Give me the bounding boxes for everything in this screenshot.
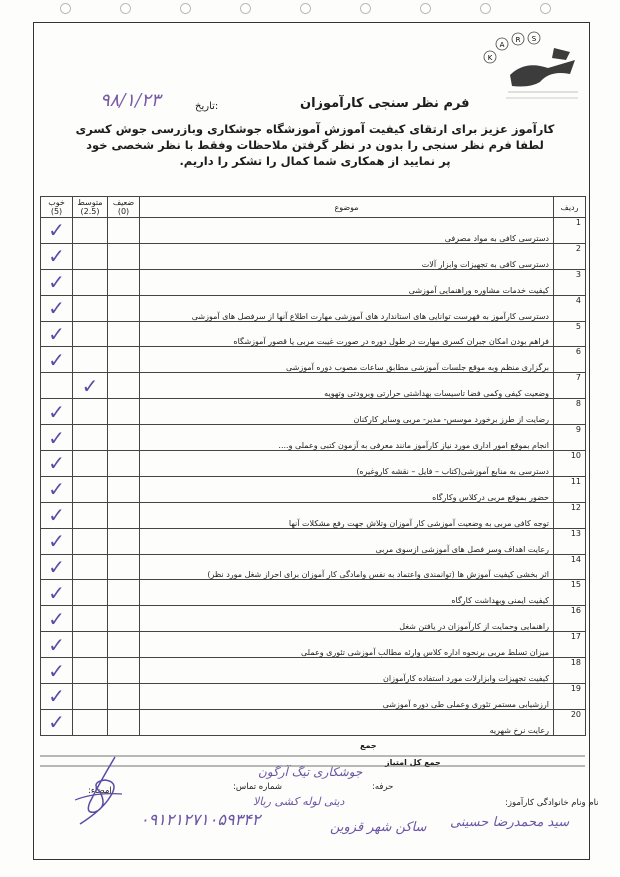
row-number: 9 bbox=[554, 425, 586, 451]
rating-good-cell[interactable] bbox=[41, 580, 73, 606]
intro-text bbox=[50, 121, 580, 169]
form-title: فرم نظر سنجی کارآموزان bbox=[300, 96, 470, 111]
row-number: 20 bbox=[554, 709, 586, 735]
table-row bbox=[41, 399, 586, 425]
rating-mid-cell[interactable] bbox=[73, 218, 108, 244]
row-topic: رضایت از طرز برخورد موسس- مدیر- مربی وسایر کارکنان bbox=[140, 399, 554, 425]
rating-weak-cell[interactable] bbox=[108, 684, 140, 710]
rating-weak-cell[interactable] bbox=[108, 373, 140, 399]
table-row bbox=[41, 684, 586, 710]
rating-weak-cell[interactable] bbox=[108, 399, 140, 425]
rating-mid-cell[interactable] bbox=[73, 347, 108, 373]
date-value: ۹۸/۱/۲۳ bbox=[100, 90, 161, 111]
rating-good-cell[interactable] bbox=[41, 243, 73, 269]
sum-label: جمع bbox=[360, 741, 377, 750]
row-number: 13 bbox=[554, 528, 586, 554]
rating-weak-cell[interactable] bbox=[108, 321, 140, 347]
rating-weak-cell[interactable] bbox=[108, 709, 140, 735]
header-topic: موضوع bbox=[140, 197, 554, 218]
table-row bbox=[41, 502, 586, 528]
checkmark-icon: ✓ bbox=[48, 322, 65, 346]
row-topic: انجام بموقع امور اداری مورد نیاز کارآموز مانند معرفی به آزمون کتبی وعملی و.... bbox=[140, 425, 554, 451]
header-mid: متوسط (2.5) bbox=[73, 197, 108, 218]
logo-letter: K bbox=[487, 54, 493, 62]
table-row bbox=[41, 632, 586, 658]
header-good: خوب (5) bbox=[41, 197, 73, 218]
row-number: 6 bbox=[554, 347, 586, 373]
row-topic: اثر بخشی کیفیت آموزش ها (توانمندی واعتماد به نفس وامادگی کار آموزان برای احراز شغل مورد نظر) bbox=[140, 554, 554, 580]
rating-good-cell[interactable] bbox=[41, 321, 73, 347]
row-number: 12 bbox=[554, 502, 586, 528]
table-row bbox=[41, 269, 586, 295]
checkmark-icon: ✓ bbox=[48, 477, 65, 502]
rating-mid-cell[interactable] bbox=[73, 295, 108, 321]
signature-label: امضاء: bbox=[88, 786, 112, 796]
table-row bbox=[41, 425, 586, 451]
rating-weak-cell[interactable] bbox=[108, 295, 140, 321]
checkmark-icon: ✓ bbox=[48, 244, 65, 269]
binder-hole bbox=[540, 3, 551, 14]
rating-weak-cell[interactable] bbox=[108, 658, 140, 684]
rating-good-cell[interactable] bbox=[41, 218, 73, 244]
total-label: جمع کل امتیاز bbox=[385, 758, 441, 767]
row-number: 2 bbox=[554, 243, 586, 269]
table-row bbox=[41, 243, 586, 269]
rating-good-cell[interactable] bbox=[41, 451, 73, 477]
rating-weak-cell[interactable] bbox=[108, 425, 140, 451]
date-label: :تاریخ bbox=[195, 101, 219, 112]
rating-mid-cell[interactable] bbox=[73, 684, 108, 710]
rating-good-cell[interactable] bbox=[41, 709, 73, 735]
rating-good-cell[interactable] bbox=[41, 528, 73, 554]
rating-weak-cell[interactable] bbox=[108, 243, 140, 269]
rating-weak-cell[interactable] bbox=[108, 269, 140, 295]
row-number: 7 bbox=[554, 373, 586, 399]
rating-good-cell[interactable] bbox=[41, 632, 73, 658]
row-number: 8 bbox=[554, 399, 586, 425]
job-label: حرفه: bbox=[372, 782, 394, 792]
rating-mid-cell[interactable] bbox=[73, 399, 108, 425]
row-topic: وضعیت کیفی وکمی فضا تاسیسات بهداشتی حرارتی وبرودتی وتهویه bbox=[140, 373, 554, 399]
phone-label: شماره تماس: bbox=[233, 782, 282, 792]
table-row bbox=[41, 658, 586, 684]
checkmark-icon: ✓ bbox=[48, 555, 65, 580]
handwritten-name: سید محمدرضا حسینی bbox=[450, 815, 570, 830]
table-row bbox=[41, 554, 586, 580]
row-topic: کیفیت خدمات مشاوره وراهنمایی آموزشی bbox=[140, 269, 554, 295]
intro-line: پر نمایید از همکاری شما کمال را تشکر را داریم. bbox=[179, 154, 451, 168]
handwritten-job: جوشکاری تیگ آرگون bbox=[258, 765, 363, 779]
binder-hole bbox=[240, 3, 251, 14]
rating-good-cell[interactable] bbox=[41, 269, 73, 295]
kasra-logo bbox=[470, 30, 585, 110]
row-topic: کیفیت ایمنی وبهداشت کارگاه bbox=[140, 580, 554, 606]
row-topic: دسترسی کارآموز به فهرست توانایی های استاندارد های آموزشی مهارت اطلاع آنها از سرفصل های آموزشی bbox=[140, 295, 554, 321]
row-topic: کیفیت تجهیزات وابزارلات مورد استفاده کارآموزان bbox=[140, 658, 554, 684]
handwritten-address: دیتی لوله کشی ربالا bbox=[253, 795, 345, 808]
row-number: 18 bbox=[554, 658, 586, 684]
row-topic: دسترسی کافی به تجهیزات وابزار آلات bbox=[140, 243, 554, 269]
table-row bbox=[41, 580, 586, 606]
row-number: 5 bbox=[554, 321, 586, 347]
rating-good-cell[interactable] bbox=[41, 606, 73, 632]
rating-good-cell[interactable] bbox=[41, 373, 73, 399]
row-topic: رعایت نرخ شهریه bbox=[140, 709, 554, 735]
checkmark-icon: ✓ bbox=[48, 658, 65, 683]
rating-good-cell[interactable] bbox=[41, 425, 73, 451]
checkmark-icon: ✓ bbox=[48, 580, 65, 605]
rating-good-cell[interactable] bbox=[41, 399, 73, 425]
table-row bbox=[41, 709, 586, 735]
logo-mark bbox=[510, 60, 575, 87]
rating-mid-cell[interactable] bbox=[73, 243, 108, 269]
row-topic: دسترسی کافی به مواد مصرفی bbox=[140, 218, 554, 244]
row-number: 4 bbox=[554, 295, 586, 321]
row-topic: توجه کافی مربی به وضعیت آموزشی کار آموزان وتلاش جهت رفع مشکلات آنها bbox=[140, 502, 554, 528]
rating-mid-cell[interactable] bbox=[73, 373, 108, 399]
row-topic: رعایت اهداف وسر فصل های آموزشی ازسوی مربی bbox=[140, 528, 554, 554]
header-weak: ضعیف (0) bbox=[108, 197, 140, 218]
rating-mid-cell[interactable] bbox=[73, 476, 108, 502]
rating-good-cell[interactable] bbox=[41, 347, 73, 373]
rating-mid-cell[interactable] bbox=[73, 554, 108, 580]
row-number: 10 bbox=[554, 451, 586, 477]
name-label: نام ونام خانوادگی کارآموز: bbox=[505, 798, 599, 808]
rating-mid-cell[interactable] bbox=[73, 528, 108, 554]
checkmark-icon: ✓ bbox=[48, 218, 65, 243]
table-row bbox=[41, 347, 586, 373]
row-number: 1 bbox=[554, 218, 586, 244]
rating-weak-cell[interactable] bbox=[108, 218, 140, 244]
binder-hole bbox=[420, 3, 431, 14]
logo-mark bbox=[552, 48, 570, 60]
binder-hole bbox=[180, 3, 191, 14]
checkmark-icon: ✓ bbox=[48, 296, 65, 321]
rating-mid-cell[interactable] bbox=[73, 632, 108, 658]
rating-mid-cell[interactable] bbox=[73, 709, 108, 735]
row-number: 19 bbox=[554, 684, 586, 710]
checkmark-icon: ✓ bbox=[48, 399, 65, 424]
rating-weak-cell[interactable] bbox=[108, 347, 140, 373]
checkmark-icon: ✓ bbox=[48, 710, 65, 735]
row-topic: دسترسی به منابع آموزشی(کتاب – فایل – نقشه کاروغیره) bbox=[140, 451, 554, 477]
row-number: 11 bbox=[554, 476, 586, 502]
handwritten-phone: ۰۹۱۲۱۲۷۱۰۵۹۳۴۲ bbox=[140, 810, 261, 829]
logo-letter: R bbox=[515, 36, 521, 44]
survey-table bbox=[40, 196, 586, 736]
logo-letter: S bbox=[531, 35, 537, 43]
checkmark-icon: ✓ bbox=[48, 425, 65, 450]
rating-weak-cell[interactable] bbox=[108, 606, 140, 632]
table-row bbox=[41, 451, 586, 477]
rating-weak-cell[interactable] bbox=[108, 580, 140, 606]
binder-hole bbox=[120, 3, 131, 14]
table-row bbox=[41, 606, 586, 632]
rating-good-cell[interactable] bbox=[41, 684, 73, 710]
row-topic: راهنمایی وحمایت از کارآموزان در یافتن شغل bbox=[140, 606, 554, 632]
rating-weak-cell[interactable] bbox=[108, 528, 140, 554]
binder-hole bbox=[60, 3, 71, 14]
rating-weak-cell[interactable] bbox=[108, 451, 140, 477]
binder-hole bbox=[360, 3, 371, 14]
row-topic: میزان تسلط مربی برنحوه اداره کلاس وارئه مطالب آموزشی تئوری وعملی bbox=[140, 632, 554, 658]
checkmark-icon: ✓ bbox=[48, 270, 65, 295]
row-number: 15 bbox=[554, 580, 586, 606]
checkmark-icon: ✓ bbox=[48, 529, 65, 554]
row-number: 16 bbox=[554, 606, 586, 632]
rating-weak-cell[interactable] bbox=[108, 502, 140, 528]
intro-line: کارآموز عزیز برای ارتقای کیفیت آموزش آموزشگاه جوشکاری وبازرسی جوش کسری bbox=[75, 122, 555, 136]
row-number: 17 bbox=[554, 632, 586, 658]
rating-good-cell[interactable] bbox=[41, 502, 73, 528]
row-topic: برگزاری منظم وبه موقع جلسات آموزشی مطابق ساعات مصوب دوره آموزشی bbox=[140, 347, 554, 373]
checkmark-icon: ✓ bbox=[48, 503, 65, 528]
logo-letter: A bbox=[499, 41, 505, 49]
row-topic: ارزشیابی مستمر تئوری وعملی طی دوره آموزشی bbox=[140, 684, 554, 710]
row-number: 3 bbox=[554, 269, 586, 295]
checkmark-icon: ✓ bbox=[48, 684, 65, 709]
rating-mid-cell[interactable] bbox=[73, 580, 108, 606]
table-row bbox=[41, 373, 586, 399]
signature-drawing bbox=[60, 752, 140, 832]
rating-mid-cell[interactable] bbox=[73, 502, 108, 528]
rating-good-cell[interactable] bbox=[41, 658, 73, 684]
rating-good-cell[interactable] bbox=[41, 554, 73, 580]
rating-weak-cell[interactable] bbox=[108, 476, 140, 502]
handwritten-city: ساکن شهر قزوین bbox=[330, 820, 427, 835]
row-topic: فراهم بودن امکان جبران کسری مهارت در طول دوره در صورت غیبت مربی یا قصور آموزشگاه bbox=[140, 321, 554, 347]
table-row bbox=[41, 218, 586, 244]
rating-good-cell[interactable] bbox=[41, 295, 73, 321]
intro-line: لطفا فرم نظر سنجی را بدون در نظر گرفتن ملاحظات وفقط با نظر شخصی خود bbox=[86, 138, 544, 152]
table-row bbox=[41, 321, 586, 347]
rating-good-cell[interactable] bbox=[41, 476, 73, 502]
table-header bbox=[41, 197, 586, 218]
checkmark-icon: ✓ bbox=[48, 451, 65, 476]
table-row bbox=[41, 295, 586, 321]
binder-hole bbox=[480, 3, 491, 14]
rating-mid-cell[interactable] bbox=[73, 269, 108, 295]
rating-weak-cell[interactable] bbox=[108, 632, 140, 658]
checkmark-icon: ✓ bbox=[81, 373, 99, 398]
binder-holes bbox=[0, 0, 620, 14]
table-row bbox=[41, 476, 586, 502]
header-row: ردیف bbox=[554, 197, 586, 218]
rating-mid-cell[interactable] bbox=[73, 451, 108, 477]
binder-hole bbox=[300, 3, 311, 14]
checkmark-icon: ✓ bbox=[48, 632, 65, 657]
row-topic: حضور بموقع مربی درکلاس وکارگاه bbox=[140, 476, 554, 502]
checkmark-icon: ✓ bbox=[48, 606, 65, 631]
rating-mid-cell[interactable] bbox=[73, 321, 108, 347]
rating-mid-cell[interactable] bbox=[73, 606, 108, 632]
checkmark-icon: ✓ bbox=[48, 347, 65, 372]
row-number: 14 bbox=[554, 554, 586, 580]
rating-weak-cell[interactable] bbox=[108, 554, 140, 580]
table-row bbox=[41, 528, 586, 554]
rating-mid-cell[interactable] bbox=[73, 425, 108, 451]
rating-mid-cell[interactable] bbox=[73, 658, 108, 684]
